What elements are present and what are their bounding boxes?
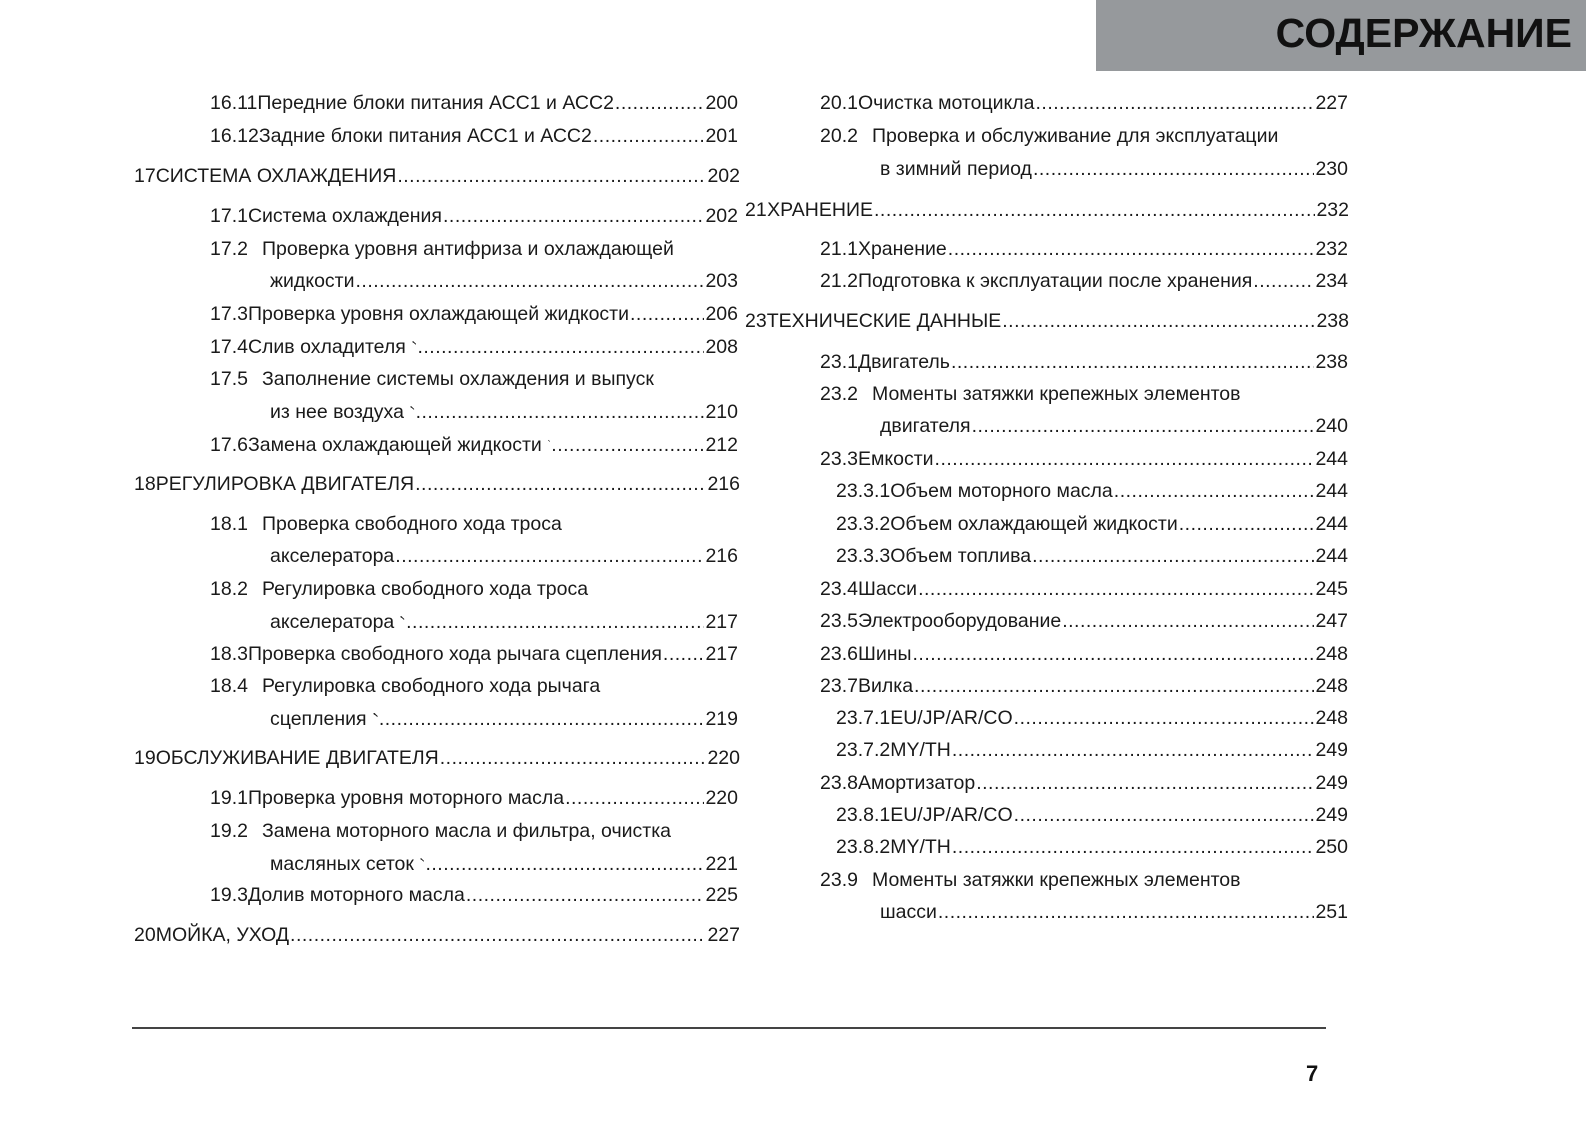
- entry-page: 232: [1315, 238, 1348, 260]
- entry-number: 23.4: [820, 578, 858, 600]
- leader-dots: [972, 413, 1315, 439]
- entry-title: Проверка свободного хода троса: [262, 513, 562, 535]
- entry-page: 210: [705, 401, 738, 423]
- toc-entry[interactable]: [820, 123, 1348, 149]
- entry-page: 245: [1315, 578, 1348, 600]
- toc-entry[interactable]: [820, 867, 1348, 893]
- entry-page: 219: [705, 708, 738, 730]
- toc-entry-continuation[interactable]: [880, 899, 1348, 925]
- chapter-page: 216: [707, 473, 740, 495]
- page-number: 7: [1306, 1061, 1319, 1086]
- leader-dots: [938, 899, 1315, 925]
- leader-dots: [976, 770, 1314, 796]
- chapter-number: 20: [134, 924, 156, 946]
- entry-number: 23.3.2: [836, 513, 891, 535]
- toc-entry[interactable]: [836, 543, 1348, 569]
- entry-page: 249: [1315, 739, 1348, 761]
- entry-number: 18.4: [210, 675, 248, 697]
- toc-entry-continuation[interactable]: [880, 413, 1348, 439]
- entry-number: 23.5: [820, 610, 858, 632]
- entry-page: 238: [1315, 351, 1348, 373]
- entry-page: 248: [1315, 675, 1348, 697]
- entry-title: шасси: [880, 901, 937, 923]
- entry-number: 20.1: [820, 92, 858, 114]
- entry-number: 17.1: [210, 205, 248, 227]
- entry-page: 203: [705, 270, 738, 292]
- entry-number: 23.8: [820, 772, 858, 794]
- leader-dots: [1014, 705, 1315, 731]
- entry-title: Передние блоки питания АСС1 и АСС2: [257, 92, 614, 114]
- entry-number: 19.3: [210, 884, 248, 906]
- entry-page: 244: [1315, 513, 1348, 535]
- leader-dots: [874, 197, 1315, 223]
- entry-page: 221: [705, 853, 738, 875]
- entry-number: 17.5: [210, 368, 248, 390]
- entry-page: 247: [1315, 610, 1348, 632]
- chapter-page: 202: [707, 165, 740, 187]
- entry-title: Хранение: [857, 238, 947, 260]
- leader-dots: [952, 834, 1315, 860]
- leader-dots: [1253, 268, 1314, 294]
- chapter-page: 232: [1316, 199, 1349, 221]
- entry-number: 19.2: [210, 820, 248, 842]
- entry-number: 23.3.1: [836, 480, 891, 502]
- chapter-title: ТЕХНИЧЕСКИЕ ДАННЫЕ: [766, 310, 1002, 332]
- entry-title: Моменты затяжки крепежных элементов: [872, 869, 1241, 891]
- entry-title: Объем охлаждающей жидкости: [890, 513, 1178, 535]
- entry-title: Емкости: [857, 448, 934, 470]
- entry-page: 217: [705, 643, 738, 665]
- entry-number: 17.3: [210, 303, 248, 325]
- footer-divider: [132, 1027, 1326, 1029]
- entry-page: 248: [1315, 707, 1348, 729]
- leader-dots: [1062, 608, 1314, 634]
- leader-dots: [1014, 802, 1315, 828]
- leader-dots: [914, 673, 1314, 699]
- entry-title: Электрооборудование: [857, 610, 1062, 632]
- toc-chapter[interactable]: [745, 197, 1349, 223]
- entry-title: двигателя: [880, 415, 971, 437]
- entry-page: 248: [1315, 643, 1348, 665]
- entry-number: 23.7: [820, 675, 858, 697]
- entry-page: 216: [705, 545, 738, 567]
- chapter-number: 19: [134, 747, 156, 769]
- chapter-number: 18: [134, 473, 156, 495]
- leader-dots: [952, 737, 1315, 763]
- leader-dots: [935, 446, 1315, 472]
- entry-title: Шасси: [857, 578, 918, 600]
- toc-entry[interactable]: [820, 349, 1348, 375]
- entry-number: 18.2: [210, 578, 248, 600]
- entry-title: Замена моторного масла и фильтра, очистка: [262, 820, 672, 842]
- entry-page: 249: [1315, 772, 1348, 794]
- entry-page: 225: [705, 884, 738, 906]
- entry-page: 212: [705, 434, 738, 456]
- entry-number: 17.2: [210, 238, 248, 260]
- entry-title: акселератора: [270, 545, 395, 567]
- entry-page: 234: [1315, 270, 1348, 292]
- entry-page: 227: [1315, 92, 1348, 114]
- entry-number: 23.7.1: [836, 707, 891, 729]
- leader-dots: [948, 236, 1315, 262]
- entry-title: Проверка и обслуживание для эксплуатации: [872, 125, 1279, 147]
- chapter-title: СИСТЕМА ОХЛАЖДЕНИЯ: [155, 165, 397, 187]
- entry-number: 23.8.1: [836, 804, 891, 826]
- entry-title: Проверка уровня антифриза и охлаждающей: [262, 238, 674, 260]
- entry-number: 20.2: [820, 125, 858, 147]
- entry-page: 240: [1315, 415, 1348, 437]
- entry-page: 201: [705, 125, 738, 147]
- entry-title: MY/TH: [890, 739, 951, 761]
- toc-entry[interactable]: [820, 381, 1348, 407]
- entry-title: Проверка уровня моторного масла: [247, 787, 565, 809]
- chapter-number: 21: [745, 199, 767, 221]
- entry-page: 251: [1315, 901, 1348, 923]
- entry-number: 17.6: [210, 434, 248, 456]
- entry-title: Подготовка к эксплуатации после хранения: [857, 270, 1253, 292]
- toc-entry[interactable]: [836, 511, 1348, 537]
- entry-title: Проверка свободного хода рычага сцепления: [247, 643, 662, 665]
- entry-number: 16.11: [210, 92, 258, 114]
- entry-page: 244: [1315, 480, 1348, 502]
- toc-entry[interactable]: [820, 770, 1348, 796]
- entry-number: 23.2: [820, 383, 858, 405]
- toc-entry[interactable]: [836, 705, 1348, 731]
- entry-title: Долив моторного масла: [247, 884, 465, 906]
- entry-title: Замена охлаждающей жидкости: [247, 434, 542, 456]
- toc-entry[interactable]: [820, 608, 1348, 634]
- chapter-page: 227: [707, 924, 740, 946]
- entry-number: 21.1: [820, 238, 858, 260]
- entry-title: акселератора: [270, 611, 395, 633]
- entry-title: жидкости: [270, 270, 355, 292]
- toc-entry[interactable]: [820, 576, 1348, 602]
- entry-number: 18.3: [210, 643, 248, 665]
- toc-entry[interactable]: [836, 478, 1348, 504]
- entry-title: Система охлаждения: [247, 205, 442, 227]
- toc-entry[interactable]: [836, 802, 1348, 828]
- chapter-title: МОЙКА, УХОД: [155, 924, 290, 946]
- chapter-page: 220: [707, 747, 740, 769]
- entry-title: Слив охладителя: [247, 336, 406, 358]
- entry-title: Регулировка свободного хода рычага: [262, 675, 601, 697]
- entry-title: EU/JP/AR/CO: [890, 804, 1013, 826]
- leader-dots: [1002, 308, 1315, 334]
- entry-title: MY/TH: [890, 836, 951, 858]
- entry-number: 18.1: [210, 513, 248, 535]
- chapter-title: ОБСЛУЖИВАНИЕ ДВИГАТЕЛЯ: [155, 747, 439, 769]
- toc-entry[interactable]: [820, 90, 1348, 116]
- leader-dots: [913, 641, 1315, 667]
- page-title: СОДЕРЖАНИЕ: [1275, 10, 1572, 56]
- entry-page: 208: [705, 336, 738, 358]
- leader-dots: [1032, 543, 1314, 569]
- entry-number: 23.7.2: [836, 739, 891, 761]
- entry-title: Задние блоки питания АСС1 и АСС2: [258, 125, 592, 147]
- entry-number: 23.6: [820, 643, 858, 665]
- chapter-title: РЕГУЛИРОВКА ДВИГАТЕЛЯ: [155, 473, 415, 495]
- toc-entry[interactable]: [820, 236, 1348, 262]
- chapter-number: 17: [134, 165, 156, 187]
- entry-page: 244: [1315, 545, 1348, 567]
- leader-dots: [1033, 156, 1315, 182]
- chapter-page: 238: [1316, 310, 1349, 332]
- toc-entry-continuation[interactable]: [880, 156, 1348, 182]
- toc-entry[interactable]: [836, 737, 1348, 763]
- leader-dots: [1036, 90, 1315, 116]
- toc-entry[interactable]: [820, 446, 1348, 472]
- toc-entry[interactable]: [836, 834, 1348, 860]
- entry-number: 21.2: [820, 270, 858, 292]
- entry-title: Заполнение системы охлаждения и выпуск: [262, 368, 654, 390]
- entry-number: 23.3: [820, 448, 858, 470]
- entry-number: 16.12: [210, 125, 259, 147]
- chapter-title: ХРАНЕНИЕ: [767, 199, 873, 221]
- entry-page: 202: [705, 205, 738, 227]
- entry-title: Вилка: [857, 675, 914, 697]
- entry-title: масляных сеток: [270, 853, 414, 875]
- entry-page: 217: [705, 611, 738, 633]
- entry-title: Регулировка свободного хода троса: [262, 578, 589, 600]
- entry-title: Двигатель: [857, 351, 950, 373]
- entry-title: EU/JP/AR/CO: [890, 707, 1013, 729]
- entry-title: Объем топлива: [890, 545, 1032, 567]
- entry-title: из нее воздуха: [270, 401, 404, 423]
- entry-title: Проверка уровня охлаждающей жидкости: [247, 303, 629, 325]
- leader-dots: [951, 349, 1314, 375]
- entry-title: Объем моторного масла: [890, 480, 1113, 502]
- entry-page: 250: [1315, 836, 1348, 858]
- entry-number: 23.9: [820, 869, 858, 891]
- entry-title: в зимний период: [880, 158, 1032, 180]
- entry-number: 23.3.3: [836, 545, 891, 567]
- entry-page: 200: [705, 92, 738, 114]
- entry-title: Очистка мотоцикла: [857, 92, 1035, 114]
- entry-number: 23.8.2: [836, 836, 891, 858]
- toc-chapter[interactable]: [745, 308, 1349, 334]
- entry-page: 220: [705, 787, 738, 809]
- entry-title: сцепления: [270, 708, 367, 730]
- entry-page: 249: [1315, 804, 1348, 826]
- toc-entry[interactable]: [820, 641, 1348, 667]
- entry-page: 244: [1315, 448, 1348, 470]
- entry-number: 23.1: [820, 351, 858, 373]
- entry-title: Моменты затяжки крепежных элементов: [872, 383, 1241, 405]
- entry-number: 19.1: [210, 787, 248, 809]
- entry-page: 230: [1315, 158, 1348, 180]
- leader-dots: [1114, 478, 1315, 504]
- toc-entry[interactable]: [820, 673, 1348, 699]
- toc-entry[interactable]: [820, 268, 1348, 294]
- entry-number: 17.4: [210, 336, 248, 358]
- leader-dots: [1179, 511, 1315, 537]
- leader-dots: [918, 576, 1314, 602]
- entry-title: Амортизатор: [857, 772, 976, 794]
- entry-page: 206: [705, 303, 738, 325]
- entry-title: Шины: [857, 643, 912, 665]
- chapter-number: 23: [745, 310, 767, 332]
